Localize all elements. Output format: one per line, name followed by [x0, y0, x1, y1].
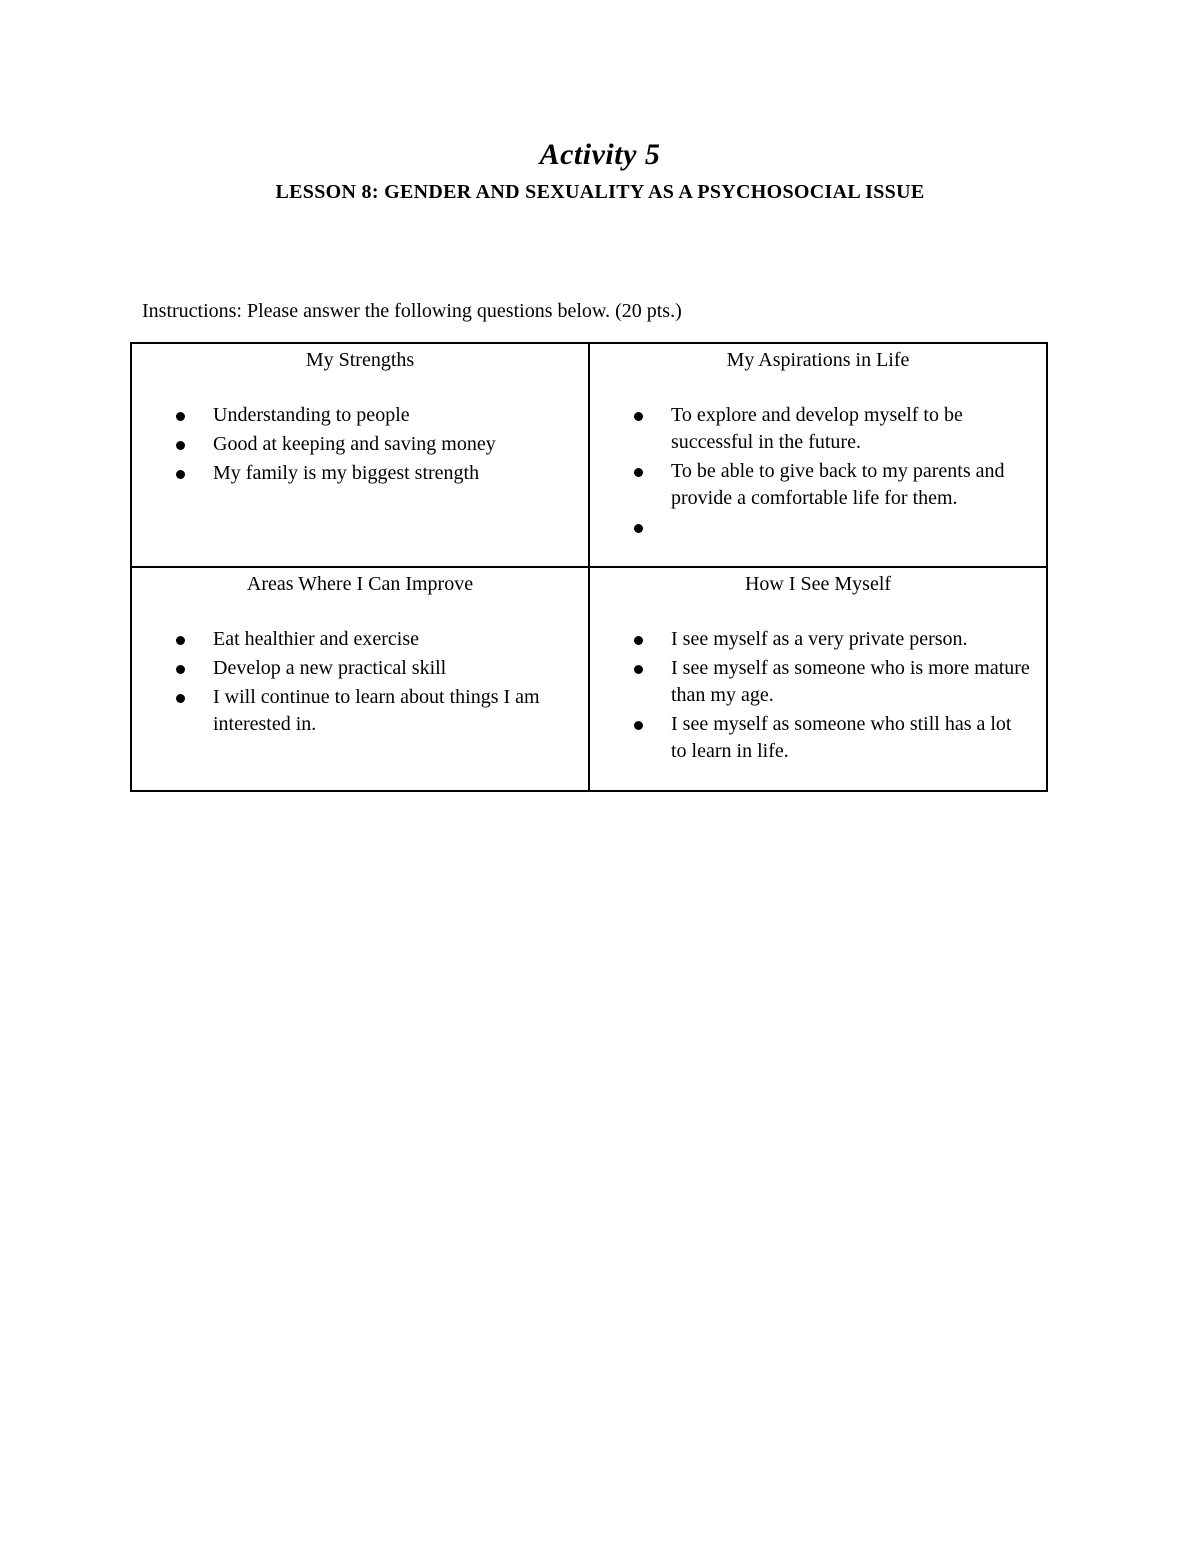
- list-item-text: I see myself as a very private person.: [671, 628, 968, 650]
- improve-list: [146, 626, 574, 738]
- table-row: [131, 567, 1047, 791]
- list-item-text: Develop a new practical skill: [213, 657, 447, 679]
- list-item-text: I see myself as someone who is more mature than my age.: [671, 657, 1030, 706]
- see-myself-cell: [589, 567, 1047, 791]
- strengths-cell: [131, 343, 589, 567]
- list-item: [604, 655, 1032, 709]
- see-myself-list: [604, 626, 1032, 765]
- aspirations-list: [604, 402, 1032, 541]
- list-item: [146, 402, 574, 429]
- list-item-text: Good at keeping and saving money: [213, 433, 496, 455]
- list-item-text: Understanding to people: [213, 404, 410, 426]
- table-row: [131, 343, 1047, 567]
- bullet-icon: [176, 470, 185, 479]
- list-item: [146, 655, 574, 682]
- strengths-heading: My Strengths: [305, 349, 415, 371]
- bullet-icon: [176, 694, 185, 703]
- list-item: [604, 458, 1032, 512]
- bullet-icon: [634, 468, 643, 477]
- bullet-icon: [634, 524, 643, 533]
- list-item-text: To explore and develop myself to be successful in the future.: [671, 404, 963, 453]
- list-item: [604, 514, 1032, 541]
- list-item: [604, 402, 1032, 456]
- improve-cell: [131, 567, 589, 791]
- list-item-text: I will continue to learn about things I am interested in.: [213, 686, 540, 735]
- list-item: [604, 711, 1032, 765]
- list-item: [146, 684, 574, 738]
- reflection-table: [130, 342, 1048, 792]
- page-title: Activity 5: [539, 138, 661, 171]
- see-myself-heading: How I See Myself: [744, 573, 892, 595]
- list-item: [146, 460, 574, 487]
- list-item-text: Eat healthier and exercise: [213, 628, 419, 650]
- strengths-list: [146, 402, 574, 487]
- bullet-icon: [634, 412, 643, 421]
- list-item-text: My family is my biggest strength: [213, 462, 480, 484]
- list-item: [146, 626, 574, 653]
- lesson-subtitle: LESSON 8: GENDER AND SEXUALITY AS A PSYCHOSOCIAL ISSUE: [275, 181, 925, 203]
- bullet-icon: [634, 665, 643, 674]
- instructions-text: Instructions: Please answer the following questions below. (20 pts.): [142, 300, 682, 322]
- list-item: [604, 626, 1032, 653]
- aspirations-heading: My Aspirations in Life: [726, 349, 910, 371]
- bullet-icon: [176, 665, 185, 674]
- list-item-text: To be able to give back to my parents and provide a comfortable life for them.: [671, 460, 1005, 509]
- bullet-icon: [176, 636, 185, 645]
- list-item-text: I see myself as someone who still has a lot to learn in life.: [671, 713, 1012, 762]
- bullet-icon: [634, 636, 643, 645]
- bullet-icon: [176, 412, 185, 421]
- list-item-text: [671, 514, 1032, 541]
- list-item: [146, 431, 574, 458]
- aspirations-cell: [589, 343, 1047, 567]
- improve-heading: Areas Where I Can Improve: [246, 573, 474, 595]
- bullet-icon: [176, 441, 185, 450]
- bullet-icon: [634, 721, 643, 730]
